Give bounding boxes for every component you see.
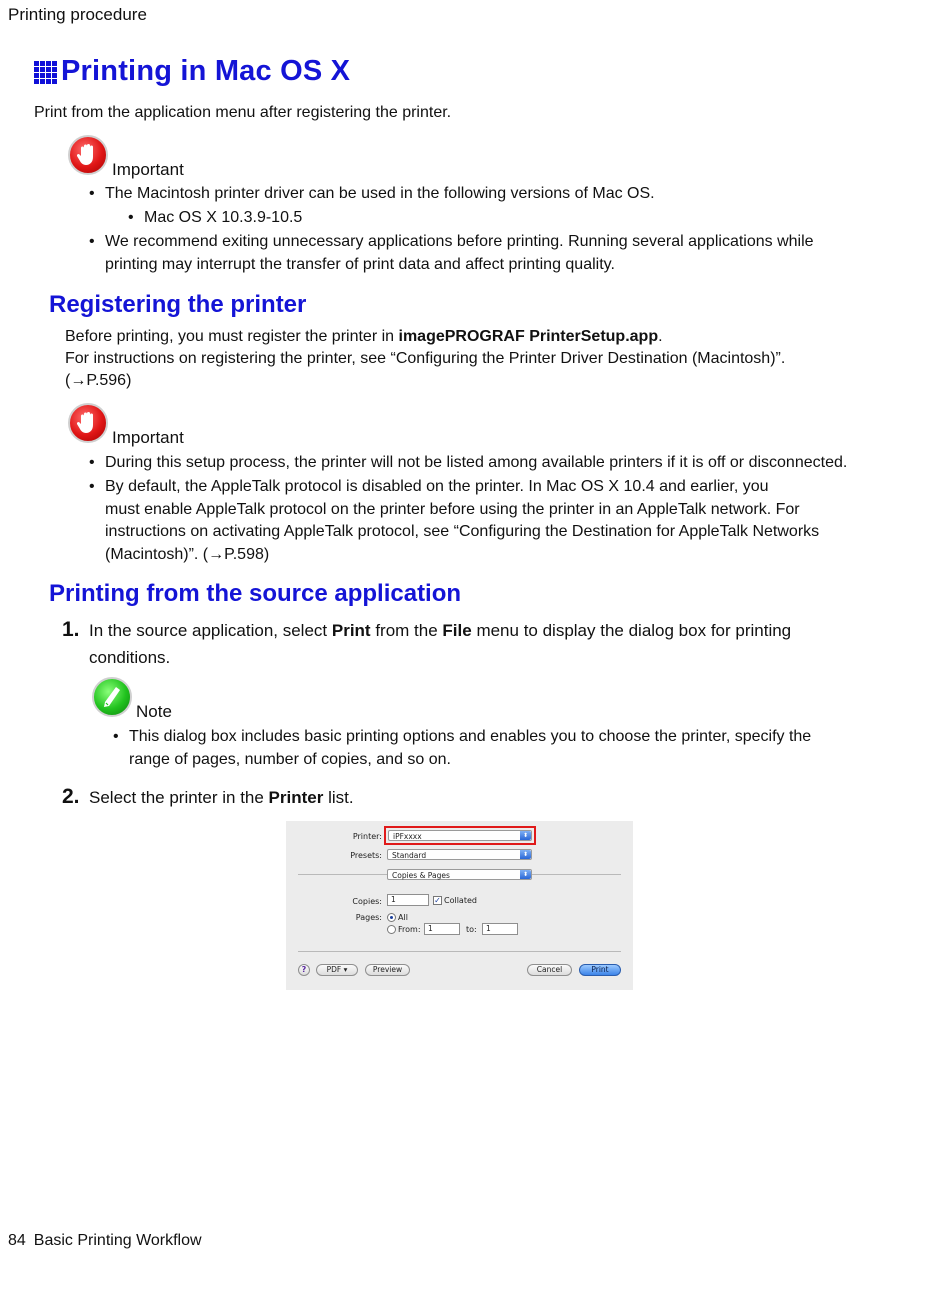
pages-to-label: to: [466, 925, 477, 934]
pages-all-radio[interactable] [387, 913, 396, 922]
divider [298, 951, 621, 952]
pages-from-field[interactable]: 1 [424, 923, 460, 935]
footer-section-name: Basic Printing Workflow [33, 1232, 202, 1249]
printer-label: Printer: [352, 832, 382, 841]
section-title [34, 55, 350, 88]
menu-item-print: Print [331, 621, 371, 640]
divider [532, 874, 621, 875]
list-item: • The Macintosh printer driver can be used in the following versions of Mac OS. [89, 183, 849, 206]
important-label: Important [112, 428, 184, 447]
pane-popup[interactable]: Copies & Pages ⬍ [387, 869, 532, 880]
collated-label: Collated [444, 896, 477, 905]
step-text: Select the printer in the Printer list. [89, 788, 354, 807]
step-number: 2. [62, 785, 80, 808]
important-list [89, 476, 869, 566]
pdf-button[interactable]: PDF ▾ [316, 964, 358, 976]
popup-arrows-icon: ⬍ [520, 870, 531, 879]
collated-checkbox[interactable]: ✓ [434, 896, 441, 905]
step-text: In the source application, select Print from the File menu to display the dialog box for printing conditions. [89, 621, 792, 667]
list-item: • During this setup process, the printer will not be listed among available printers if it is off or disconnected. [89, 452, 869, 475]
pages-from-radio[interactable] [387, 925, 396, 934]
note-pencil-icon [92, 677, 132, 717]
section-title-text: Printing in Mac OS X [61, 55, 351, 87]
list-item: • This dialog box includes basic printing options and enables you to choose the printer, specify the range of pages, number of copies, and so on. [113, 726, 853, 771]
note-label: Note [136, 702, 172, 721]
presets-label: Presets: [350, 851, 382, 860]
important-list [89, 183, 849, 206]
printer-list-name: Printer [268, 788, 324, 807]
page-reference-link[interactable]: (→P.596) [65, 372, 132, 389]
pages-label: Pages: [355, 913, 382, 922]
important-hand-icon [68, 135, 108, 175]
important-list [89, 452, 869, 475]
print-button[interactable]: Print [579, 964, 621, 976]
page-number: 84 [8, 1232, 26, 1249]
registering-text: Before printing, you must register the printer in imagePROGRAF PrinterSetup.app. For instructions on registering the printer, see “Configuring the Printer Driver Destination (Macintosh)”. (→P.596) [65, 328, 786, 389]
pages-from-label: From: [398, 925, 421, 934]
important-list [89, 231, 849, 276]
heading-printing-from-source: Printing from the source application [49, 580, 462, 607]
pages-all-label: All [398, 913, 408, 922]
presets-popup[interactable]: Standard ⬍ [387, 849, 532, 860]
list-item: • By default, the AppleTalk protocol is disabled on the printer. In Mac OS X 10.4 and earlier, you must enable AppleTalk protocol on the printer before using the printer in an AppleTalk network. For instructions on activating AppleTalk protocol, see “Configuring the Destination for AppleTalk Networks (Macintosh)”. (→P.598) [89, 476, 869, 566]
printer-highlight-box [384, 826, 536, 845]
list-item: • Mac OS X 10.3.9-10.5 [128, 207, 628, 230]
print-dialog [286, 821, 633, 990]
pages-to-field[interactable]: 1 [482, 923, 518, 935]
heading-registering: Registering the printer [49, 291, 307, 318]
popup-arrows-icon: ⬍ [520, 831, 531, 840]
list-item: • We recommend exiting unnecessary applications before printing. Running several applications while printing may interrupt the transfer of print data and affect printing quality. [89, 231, 849, 276]
running-head: Printing procedure [8, 5, 147, 24]
copies-field[interactable]: 1 [387, 894, 429, 906]
divider [298, 874, 388, 875]
important-label: Important [112, 160, 184, 179]
popup-arrows-icon: ⬍ [520, 850, 531, 859]
important-hand-icon [68, 403, 108, 443]
help-button[interactable]: ? [298, 964, 310, 976]
page-footer [8, 1232, 202, 1250]
important-sublist [128, 207, 628, 230]
note-list [113, 726, 853, 771]
printer-popup[interactable]: iPFxxxx ⬍ [388, 830, 532, 841]
app-name: imagePROGRAF PrinterSetup.app [398, 328, 659, 345]
menu-file: File [442, 621, 472, 640]
step-number: 1. [62, 618, 80, 641]
copies-label: Copies: [352, 897, 382, 906]
preview-button[interactable]: Preview [365, 964, 410, 976]
cancel-button[interactable]: Cancel [527, 964, 572, 976]
section-grid-icon [34, 61, 58, 85]
intro-text: Print from the application menu after registering the printer. [34, 104, 452, 121]
